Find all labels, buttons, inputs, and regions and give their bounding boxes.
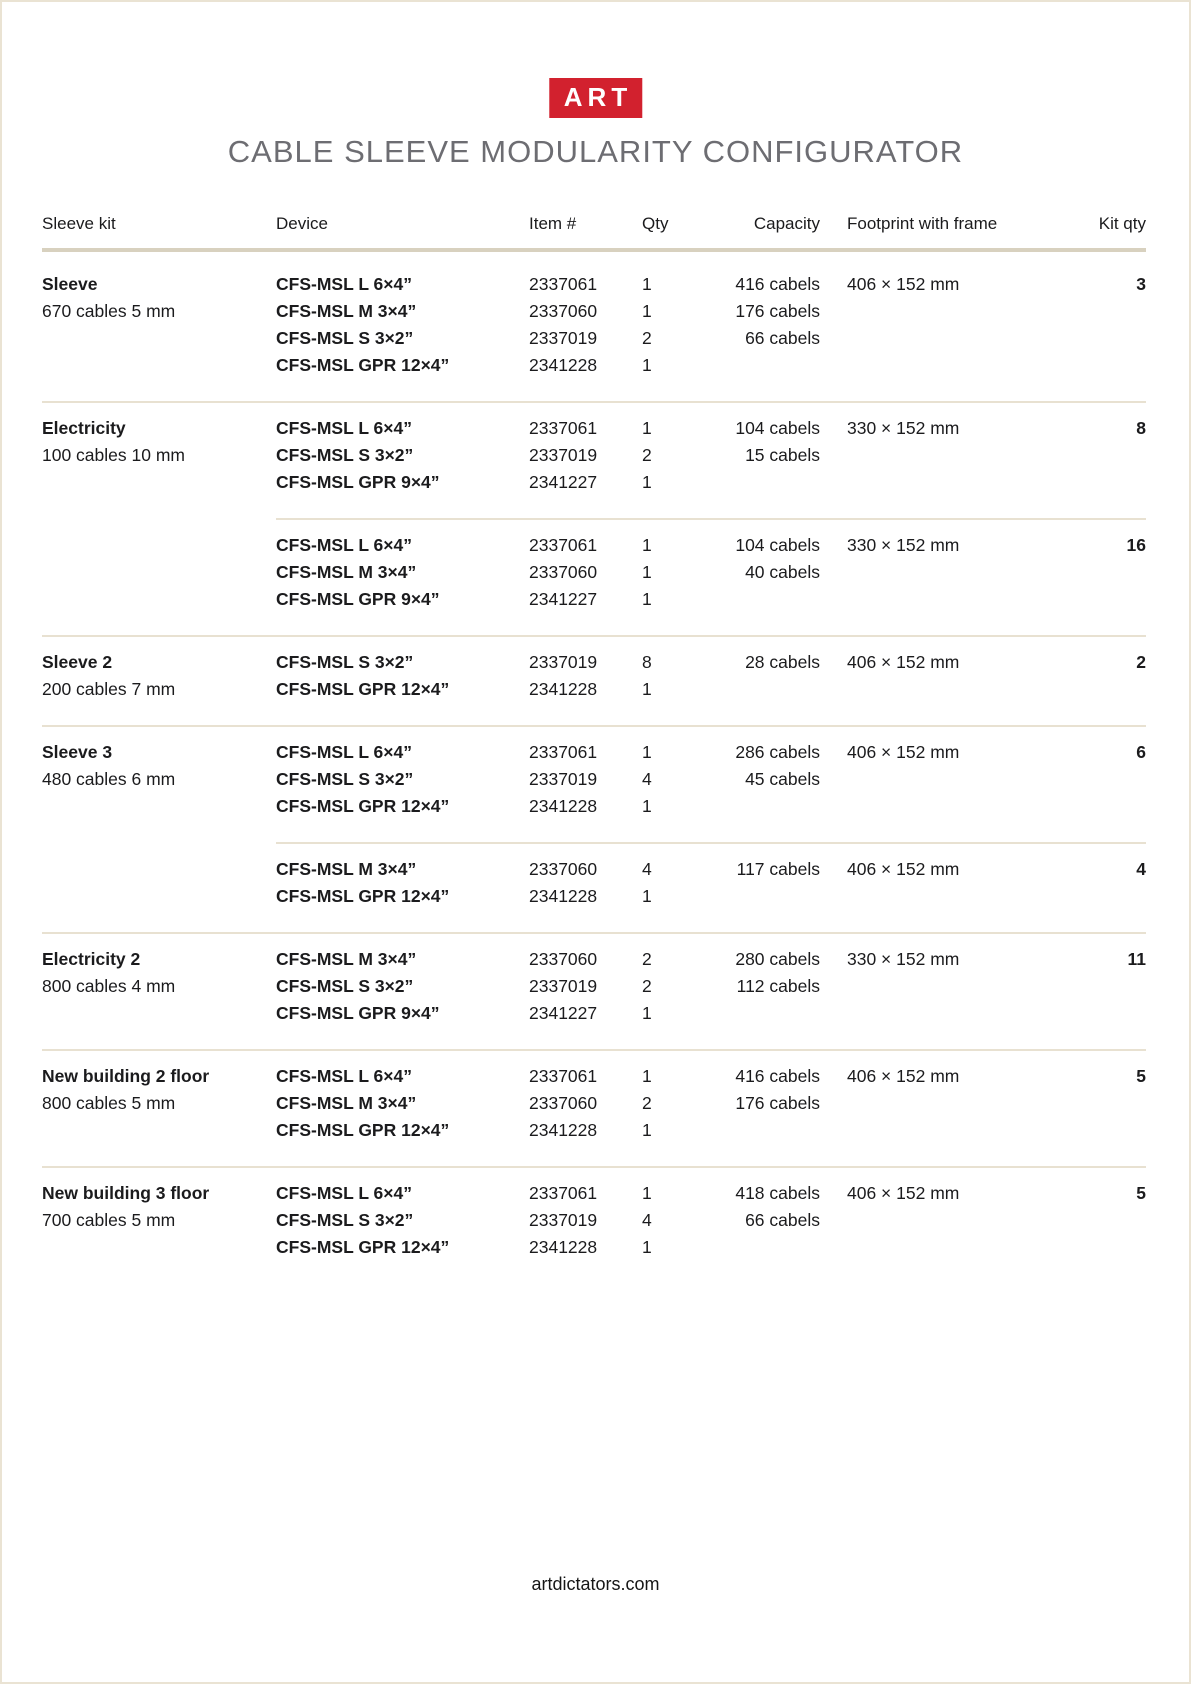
device-row [42, 271, 1146, 298]
item-number: 2341228 [529, 1237, 598, 1257]
item-number: 2337061 [529, 1066, 598, 1086]
footprint: 330 × 152 mm [847, 535, 960, 555]
footprint: 406 × 152 mm [847, 859, 960, 879]
device-name: CFS-MSL S 3×2” [276, 976, 414, 996]
device-qty: 2 [642, 328, 652, 348]
kit-name: Electricity 2 [42, 949, 141, 969]
capacity [692, 586, 820, 613]
device-row [42, 1000, 1146, 1027]
kit-name: Sleeve [42, 274, 98, 294]
device-qty: 1 [642, 1066, 652, 1086]
kit-name-spacer [42, 1117, 276, 1144]
device-name: CFS-MSL GPR 9×4” [276, 589, 440, 609]
item-number: 2337019 [529, 445, 598, 465]
capacity [692, 1000, 820, 1027]
group-separator [276, 842, 1146, 844]
kit-subtitle [42, 883, 276, 910]
device-name: CFS-MSL M 3×4” [276, 859, 417, 879]
capacity: 280 cabels [735, 949, 820, 969]
device-name: CFS-MSL M 3×4” [276, 562, 417, 582]
footprint [820, 352, 1050, 379]
item-number: 2337060 [529, 301, 598, 321]
col-header-kit-qty: Kit qty [1098, 214, 1146, 233]
kit-qty [1050, 586, 1146, 613]
kit-subtitle: 700 cables 5 mm [42, 1210, 176, 1230]
device-qty: 1 [642, 301, 652, 321]
kit-qty [1050, 559, 1146, 586]
kit-group [42, 1063, 1146, 1144]
device-row [42, 649, 1146, 676]
kit-subtitle: 800 cables 5 mm [42, 1093, 176, 1113]
footprint: 406 × 152 mm [847, 652, 960, 672]
capacity: 104 cabels [735, 535, 820, 555]
kit-qty: 2 [1136, 652, 1146, 672]
device-row [42, 325, 1146, 352]
item-number: 2337061 [529, 418, 598, 438]
capacity: 176 cabels [735, 301, 820, 321]
kit-qty [1050, 973, 1146, 1000]
kit-qty: 4 [1136, 859, 1146, 879]
kit-group [42, 739, 1146, 820]
footprint [820, 1117, 1050, 1144]
device-qty: 1 [642, 1120, 652, 1140]
device-name: CFS-MSL S 3×2” [276, 1210, 414, 1230]
device-qty: 1 [642, 355, 652, 375]
kit-name-spacer [42, 1234, 276, 1261]
item-number: 2341228 [529, 679, 598, 699]
device-qty: 1 [642, 589, 652, 609]
kit-name: Sleeve 2 [42, 652, 113, 672]
kit-qty [1050, 1090, 1146, 1117]
kit-qty: 5 [1136, 1183, 1146, 1203]
device-row [42, 676, 1146, 703]
device-row [42, 1234, 1146, 1261]
capacity: 416 cabels [735, 1066, 820, 1086]
device-row [42, 766, 1146, 793]
device-qty: 1 [642, 679, 652, 699]
device-qty: 1 [642, 742, 652, 762]
kit-qty [1050, 442, 1146, 469]
kit-qty [1050, 676, 1146, 703]
device-row [42, 469, 1146, 496]
col-header-capacity: Capacity [753, 214, 820, 233]
capacity: 28 cabels [745, 652, 820, 672]
device-qty: 2 [642, 445, 652, 465]
kit-subtitle: 800 cables 4 mm [42, 976, 176, 996]
item-number: 2337019 [529, 652, 598, 672]
device-row [42, 586, 1146, 613]
capacity: 112 cabels [736, 976, 820, 996]
device-row [42, 1207, 1146, 1234]
group-separator [42, 725, 1146, 727]
kit-name-spacer [42, 1000, 276, 1027]
device-qty: 4 [642, 1210, 652, 1230]
footprint: 406 × 152 mm [847, 742, 960, 762]
footprint [820, 676, 1050, 703]
device-name: CFS-MSL S 3×2” [276, 445, 414, 465]
device-name: CFS-MSL L 6×4” [276, 418, 412, 438]
kit-subtitle: 480 cables 6 mm [42, 769, 176, 789]
kit-qty [1050, 469, 1146, 496]
capacity: 40 cabels [745, 562, 820, 582]
device-name: CFS-MSL L 6×4” [276, 1066, 412, 1086]
device-qty: 8 [642, 652, 652, 672]
footprint [820, 1234, 1050, 1261]
capacity: 45 cabels [745, 769, 820, 789]
capacity [692, 676, 820, 703]
group-separator [42, 1049, 1146, 1051]
device-name: CFS-MSL M 3×4” [276, 1093, 417, 1113]
device-name: CFS-MSL GPR 12×4” [276, 1120, 450, 1140]
kit-qty: 11 [1127, 949, 1146, 969]
group-separator [42, 401, 1146, 403]
footprint [820, 442, 1050, 469]
kit-qty [1050, 1207, 1146, 1234]
capacity: 117 cabels [736, 859, 820, 879]
footprint [820, 325, 1050, 352]
capacity: 66 cabels [745, 1210, 820, 1230]
device-row [42, 973, 1146, 1000]
kit-qty [1050, 766, 1146, 793]
footprint [820, 298, 1050, 325]
capacity [692, 793, 820, 820]
device-qty: 4 [642, 769, 652, 789]
kit-name-spacer [42, 469, 276, 496]
device-qty: 2 [642, 976, 652, 996]
kit-groups [42, 271, 1146, 1261]
kit-group [42, 856, 1146, 910]
item-number: 2337060 [529, 562, 598, 582]
header-rule [42, 248, 1146, 252]
kit-qty [1050, 1000, 1146, 1027]
footprint: 330 × 152 mm [847, 418, 960, 438]
kit-name-spacer [42, 586, 276, 613]
kit-qty: 6 [1136, 742, 1146, 762]
footprint: 406 × 152 mm [847, 1183, 960, 1203]
kit-name: Electricity [42, 418, 126, 438]
device-name: CFS-MSL M 3×4” [276, 301, 417, 321]
device-row [42, 298, 1146, 325]
kit-qty [1050, 352, 1146, 379]
device-row [42, 442, 1146, 469]
device-row [42, 739, 1146, 766]
kit-name [42, 856, 276, 883]
capacity [692, 1117, 820, 1144]
capacity [692, 469, 820, 496]
kit-group [42, 946, 1146, 1027]
device-name: CFS-MSL L 6×4” [276, 274, 412, 294]
item-number: 2337061 [529, 1183, 598, 1203]
col-header-qty: Qty [642, 214, 669, 233]
kit-name-spacer [42, 352, 276, 379]
device-row [42, 1117, 1146, 1144]
device-name: CFS-MSL GPR 12×4” [276, 355, 450, 375]
footprint [820, 766, 1050, 793]
footprint [820, 469, 1050, 496]
col-header-sleeve-kit: Sleeve kit [42, 214, 116, 233]
device-qty: 2 [642, 1093, 652, 1113]
footprint [820, 1090, 1050, 1117]
col-header-item: Item # [529, 214, 577, 233]
item-number: 2341228 [529, 886, 598, 906]
kit-name [42, 532, 276, 559]
footprint [820, 973, 1050, 1000]
item-number: 2337061 [529, 535, 598, 555]
device-qty: 1 [642, 886, 652, 906]
device-row [42, 415, 1146, 442]
item-number: 2337060 [529, 859, 598, 879]
device-name: CFS-MSL M 3×4” [276, 949, 417, 969]
footprint: 406 × 152 mm [847, 274, 960, 294]
col-header-footprint: Footprint with frame [847, 214, 998, 233]
item-number: 2341228 [529, 1120, 598, 1140]
kit-table [42, 214, 1146, 1261]
capacity: 104 cabels [735, 418, 820, 438]
footprint: 330 × 152 mm [847, 949, 960, 969]
footprint [820, 883, 1050, 910]
capacity: 66 cabels [745, 328, 820, 348]
device-row [42, 1180, 1146, 1207]
kit-subtitle: 100 cables 10 mm [42, 445, 185, 465]
kit-name-spacer [42, 325, 276, 352]
device-name: CFS-MSL GPR 12×4” [276, 886, 450, 906]
kit-subtitle: 670 cables 5 mm [42, 301, 176, 321]
device-row [42, 883, 1146, 910]
capacity: 416 cabels [735, 274, 820, 294]
item-number: 2341228 [529, 796, 598, 816]
device-row [42, 793, 1146, 820]
device-name: CFS-MSL L 6×4” [276, 535, 412, 555]
kit-group [42, 649, 1146, 703]
footprint [820, 1207, 1050, 1234]
device-qty: 1 [642, 274, 652, 294]
device-name: CFS-MSL GPR 9×4” [276, 472, 440, 492]
kit-qty [1050, 1117, 1146, 1144]
device-qty: 1 [642, 1003, 652, 1023]
kit-qty: 3 [1136, 274, 1146, 294]
kit-qty [1050, 1234, 1146, 1261]
group-separator [42, 1166, 1146, 1168]
item-number: 2337060 [529, 949, 598, 969]
device-qty: 1 [642, 418, 652, 438]
item-number: 2341227 [529, 472, 598, 492]
device-row [42, 532, 1146, 559]
item-number: 2341228 [529, 355, 598, 375]
footprint [820, 793, 1050, 820]
kit-group [42, 415, 1146, 496]
kit-subtitle [42, 559, 276, 586]
capacity [692, 352, 820, 379]
kit-qty [1050, 793, 1146, 820]
device-name: CFS-MSL S 3×2” [276, 328, 414, 348]
footer-url: artdictators.com [531, 1574, 660, 1594]
item-number: 2337061 [529, 274, 598, 294]
device-name: CFS-MSL S 3×2” [276, 769, 414, 789]
device-name: CFS-MSL L 6×4” [276, 742, 412, 762]
device-row [42, 559, 1146, 586]
item-number: 2337019 [529, 769, 598, 789]
capacity [692, 1234, 820, 1261]
device-qty: 4 [642, 859, 652, 879]
device-qty: 1 [642, 472, 652, 492]
kit-qty [1050, 883, 1146, 910]
device-row [42, 856, 1146, 883]
kit-name: New building 2 floor [42, 1066, 210, 1086]
footprint [820, 586, 1050, 613]
footprint [820, 1000, 1050, 1027]
capacity [692, 883, 820, 910]
capacity: 286 cabels [735, 742, 820, 762]
device-row [42, 352, 1146, 379]
item-number: 2337061 [529, 742, 598, 762]
item-number: 2337019 [529, 328, 598, 348]
page-title: CABLE SLEEVE MODULARITY CONFIGURATOR [227, 134, 964, 169]
kit-name: New building 3 floor [42, 1183, 210, 1203]
kit-group [42, 532, 1146, 613]
item-number: 2337019 [529, 976, 598, 996]
item-number: 2337060 [529, 1093, 598, 1113]
item-number: 2341227 [529, 589, 598, 609]
device-qty: 1 [642, 1183, 652, 1203]
group-separator [276, 518, 1146, 520]
kit-name-spacer [42, 793, 276, 820]
device-qty: 1 [642, 1237, 652, 1257]
device-name: CFS-MSL GPR 9×4” [276, 1003, 440, 1023]
capacity: 176 cabels [735, 1093, 820, 1113]
kit-group [42, 1180, 1146, 1261]
device-qty: 1 [642, 535, 652, 555]
kit-name: Sleeve 3 [42, 742, 113, 762]
device-name: CFS-MSL S 3×2” [276, 652, 414, 672]
table-header-row [42, 214, 1146, 234]
capacity: 418 cabels [735, 1183, 820, 1203]
footprint [820, 559, 1050, 586]
kit-qty: 16 [1126, 535, 1146, 555]
kit-qty [1050, 325, 1146, 352]
device-name: CFS-MSL GPR 12×4” [276, 796, 450, 816]
device-qty: 1 [642, 562, 652, 582]
footprint: 406 × 152 mm [847, 1066, 960, 1086]
kit-qty [1050, 298, 1146, 325]
device-row [42, 1090, 1146, 1117]
kit-qty: 5 [1136, 1066, 1146, 1086]
device-row [42, 946, 1146, 973]
item-number: 2341227 [529, 1003, 598, 1023]
device-qty: 1 [642, 796, 652, 816]
kit-qty: 8 [1136, 418, 1146, 438]
device-row [42, 1063, 1146, 1090]
kit-subtitle: 200 cables 7 mm [42, 679, 176, 699]
device-name: CFS-MSL GPR 12×4” [276, 679, 450, 699]
group-separator [42, 932, 1146, 934]
group-separator [42, 635, 1146, 637]
device-name: CFS-MSL L 6×4” [276, 1183, 412, 1203]
device-qty: 2 [642, 949, 652, 969]
col-header-device: Device [276, 214, 328, 233]
capacity: 15 cabels [745, 445, 820, 465]
kit-group [42, 271, 1146, 379]
item-number: 2337019 [529, 1210, 598, 1230]
brand-logo: ART [549, 78, 642, 118]
device-name: CFS-MSL GPR 12×4” [276, 1237, 450, 1257]
